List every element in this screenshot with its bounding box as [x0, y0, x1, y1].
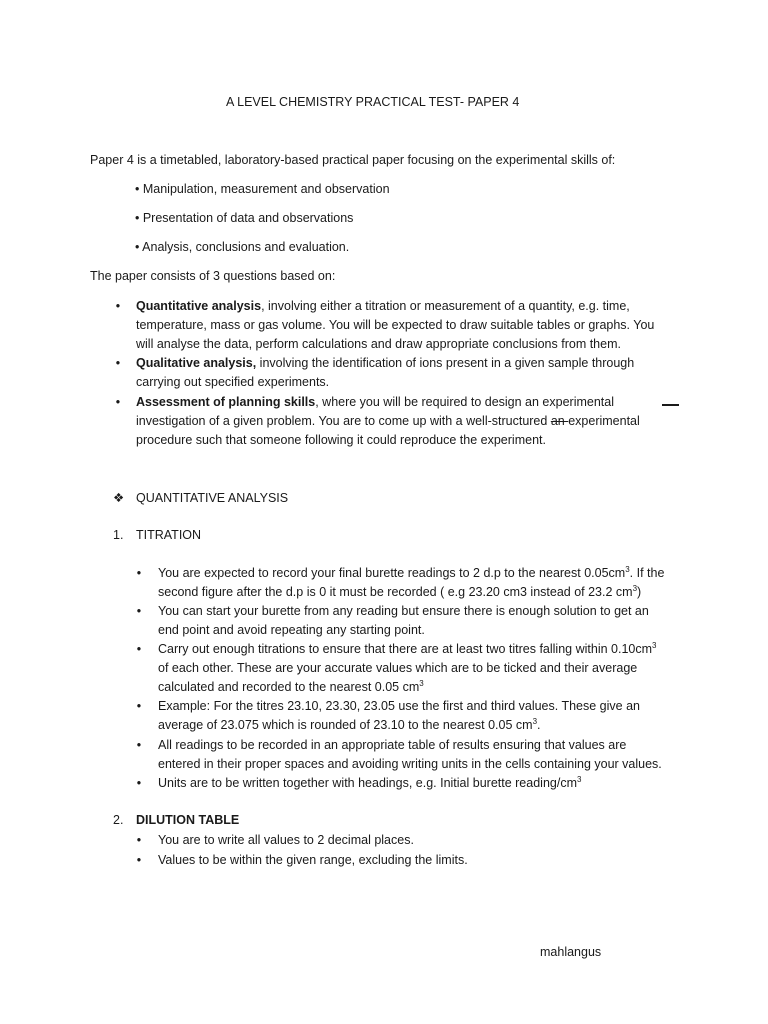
bullet-icon: •	[115, 356, 121, 370]
item-text: )	[637, 585, 642, 599]
superscript: 3	[632, 583, 638, 593]
question-planning	[136, 393, 640, 450]
question-qualitative	[136, 354, 634, 392]
superscript: 3	[625, 564, 630, 574]
titration-item	[158, 697, 640, 735]
question-bold-label: Qualitative analysis,	[136, 356, 257, 370]
item-text: second figure after the d.p is 0 it must be recorded ( e.g 23.20 cm3 instead of 23.2 cm	[158, 585, 633, 599]
superscript: 3	[419, 678, 424, 688]
diamond-bullet-icon: ❖	[113, 491, 125, 505]
bullet-icon: •	[136, 642, 142, 656]
titration-item	[158, 602, 649, 640]
question-text: , involving either a titration or measurement of a quantity, e.g. time,	[261, 299, 630, 313]
list-number: 2.	[113, 813, 124, 827]
question-text: procedure such that someone following it could reproduce the experiment.	[136, 433, 546, 447]
item-text: .	[537, 718, 541, 732]
bullet-icon: •	[136, 853, 142, 867]
question-text: involving the identification of ions present in a given sample through	[256, 356, 635, 370]
subsection-heading: DILUTION TABLE	[136, 813, 240, 827]
item-text: average of 23.075 which is rounded of 23.10 to the nearest 0.05 cm	[158, 718, 533, 732]
item-text: entered in their proper spaces and avoiding writing units in the cells containing your values.	[158, 757, 662, 771]
skill-item: • Presentation of data and observations	[135, 211, 354, 225]
item-text: end point and avoid repeating any starting point.	[158, 623, 425, 637]
item-text: You can start your burette from any reading but ensure there is enough solution to get an	[158, 604, 649, 618]
skill-item: • Analysis, conclusions and evaluation.	[135, 240, 350, 254]
item-text: All readings to be recorded in an appropriate table of results ensuring that values are	[158, 738, 627, 752]
question-text: , where you will be required to design an experimental	[315, 395, 614, 409]
bullet-icon: •	[136, 833, 142, 847]
page-title: A LEVEL CHEMISTRY PRACTICAL TEST- PAPER 4	[226, 95, 520, 109]
subsection-heading: TITRATION	[136, 528, 202, 542]
consists-paragraph: The paper consists of 3 questions based on:	[90, 269, 336, 283]
bullet-icon: •	[136, 738, 142, 752]
bullet-icon: •	[136, 699, 142, 713]
question-bold-label: Quantitative analysis	[136, 299, 262, 313]
item-text: of each other. These are your accurate values which are to be ticked and their average	[158, 661, 638, 675]
question-text: investigation of a given problem. You are to come up with a well-structured	[136, 414, 551, 428]
author-signature: mahlangus	[540, 945, 602, 959]
dilution-item: You are to write all values to 2 decimal places.	[158, 833, 414, 847]
item-text: Carry out enough titrations to ensure that there are at least two titres falling within 0.10cm	[158, 642, 653, 656]
question-text: experimental	[568, 414, 640, 428]
question-bold-label: Assessment of planning skills	[136, 395, 316, 409]
item-text: Units are to be written together with headings, e.g. Initial burette reading/cm	[158, 776, 577, 790]
item-text: You are expected to record your final burette readings to 2 d.p to the nearest 0.05cm	[158, 566, 626, 580]
dilution-item: Values to be within the given range, excluding the limits.	[158, 853, 468, 867]
bullet-icon: •	[136, 566, 142, 580]
titration-item	[158, 736, 662, 774]
skill-item: • Manipulation, measurement and observation	[135, 182, 390, 196]
question-text: temperature, mass or gas volume. You will be expected to draw suitable tables or graphs. You	[136, 318, 655, 332]
edit-mark-dash	[662, 404, 679, 406]
titration-item	[158, 774, 581, 793]
strikethrough-text: an	[550, 414, 569, 428]
list-number: 1.	[113, 528, 124, 542]
bullet-icon: •	[115, 395, 121, 409]
superscript: 3	[576, 774, 582, 784]
titration-item	[158, 564, 664, 602]
item-text: . If the	[629, 566, 665, 580]
bullet-icon: •	[136, 604, 142, 618]
bullet-icon: •	[115, 299, 121, 313]
question-text: carrying out specified experiments.	[136, 375, 330, 389]
item-text: calculated and recorded to the nearest 0.05 cm	[158, 680, 420, 694]
titration-item	[158, 640, 656, 697]
superscript: 3	[532, 716, 538, 726]
superscript: 3	[652, 640, 657, 650]
section-heading: QUANTITATIVE ANALYSIS	[136, 491, 289, 505]
item-text: Example: For the titres 23.10, 23.30, 23.05 use the first and third values. These give an	[158, 699, 640, 713]
question-text: will analyse the data, perform calculations and draw appropriate conclusions from them.	[136, 337, 621, 351]
bullet-icon: •	[136, 776, 142, 790]
question-quantitative	[136, 297, 654, 354]
intro-paragraph: Paper 4 is a timetabled, laboratory-based practical paper focusing on the experimental skills of:	[90, 153, 616, 167]
